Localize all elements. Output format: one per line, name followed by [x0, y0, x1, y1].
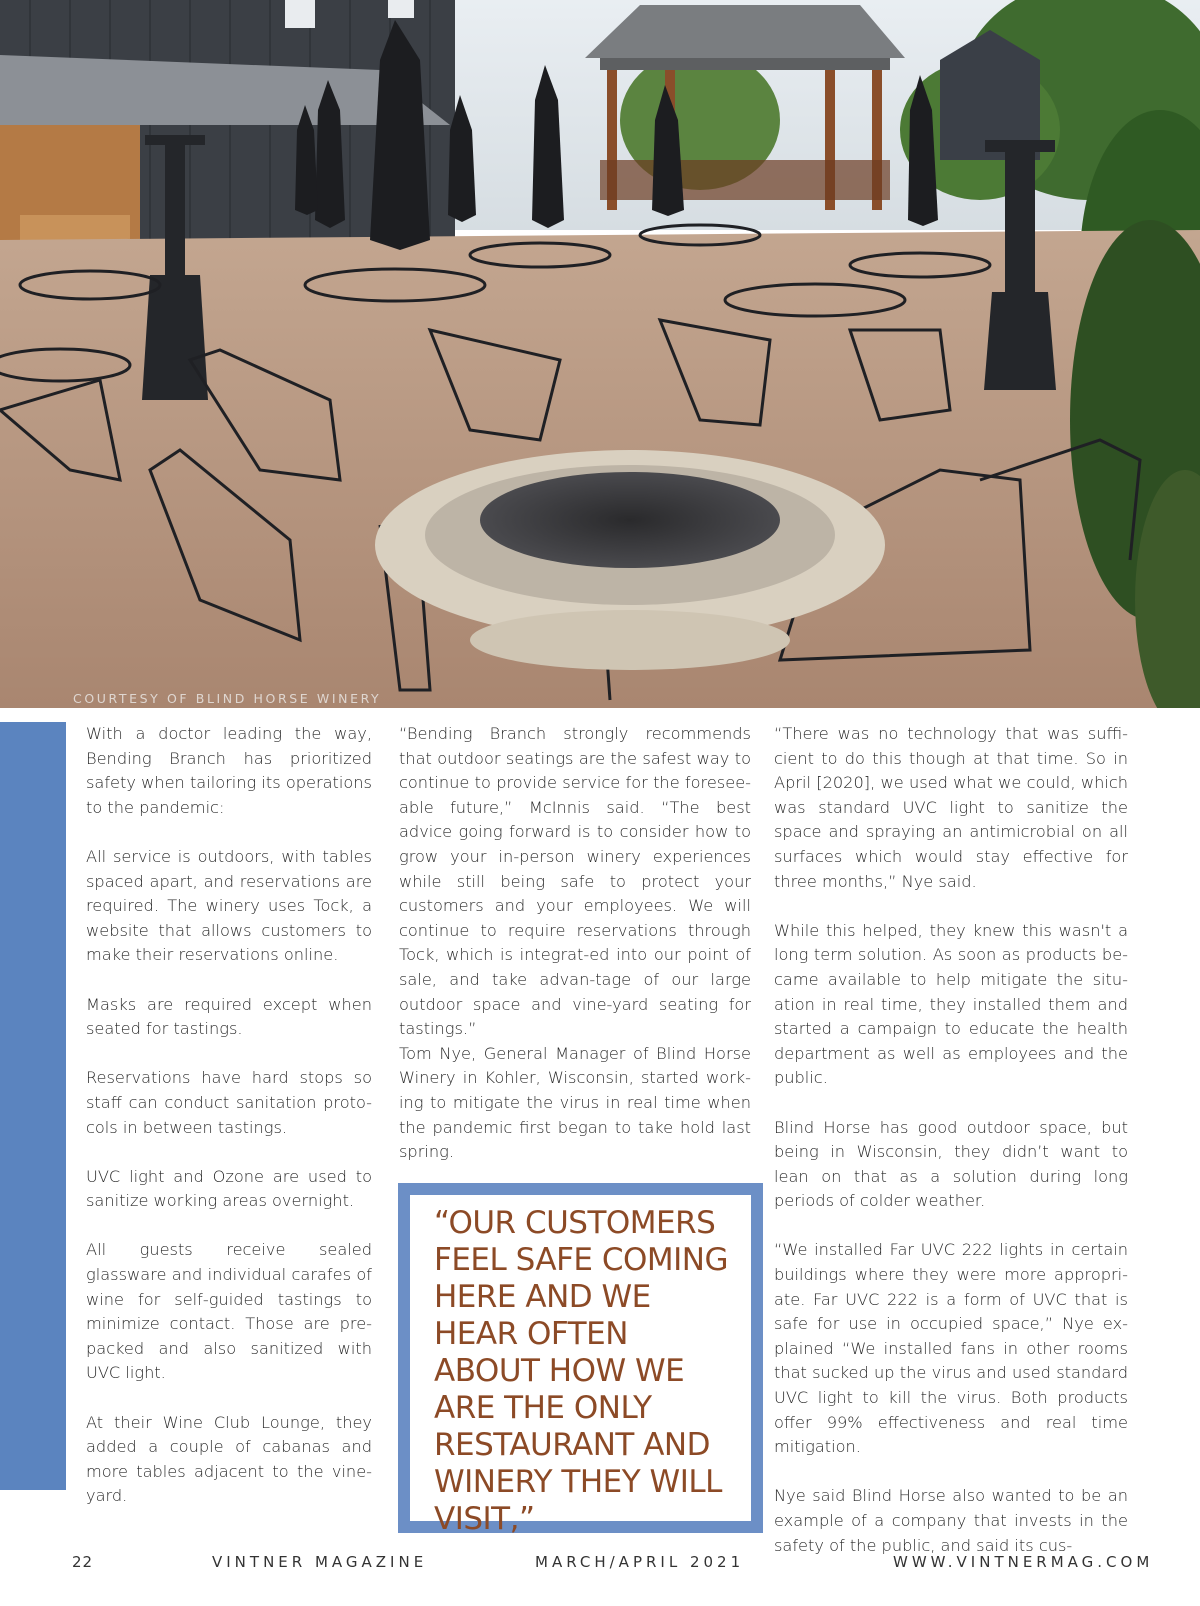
patio-photo-illustration — [0, 0, 1200, 708]
pull-quote-box — [398, 1183, 763, 1537]
photo-credit: COURTESY OF BLIND HORSE WINERY — [73, 691, 382, 706]
paragraph: Blind Horse has good outdoor space, but being in Wisconsin, they didn’t want to lean on that as a solution during long periods of colder weather. — [774, 1117, 1128, 1211]
paragraph: UVC light and Ozone are used to sanitize working areas overnight. — [86, 1166, 372, 1211]
magazine-name: VINTNER MAGAZINE — [212, 1553, 428, 1571]
paragraph: At their Wine Club Lounge, they added a couple of cabanas and more tables adjacent to the vine-yard. — [86, 1412, 372, 1506]
paragraph: Reservations have hard stops so staff can conduct sanitation proto-cols in between tastings. — [86, 1068, 372, 1137]
paragraph: Masks are required except when seated for tastings. — [86, 994, 372, 1039]
paragraph: Nye said Blind Horse also wanted to be an example of a company that invests in the safety of the public, and said its cus- — [774, 1486, 1128, 1555]
paragraph: While this helped, they knew this wasn't a long term solution. As soon as products be-came available to help mitigate the situ-ation in real time, they installed them and started a campaign to educate the health department as well as employees and the public. — [774, 920, 1128, 1088]
accent-side-bar — [0, 722, 66, 1490]
hero-photo — [0, 0, 1200, 708]
magazine-url[interactable]: WWW.VINTNERMAG.COM — [893, 1553, 1154, 1571]
paragraph: All service is outdoors, with tables spaced apart, and reservations are required. The winery uses Tock, a website that allows customers to make their reservations online. — [86, 846, 372, 965]
paragraph: With a doctor leading the way, Bending Branch has prioritized safety when tailoring its operations to the pandemic: — [86, 724, 372, 817]
article-column-2 — [399, 722, 751, 1189]
paragraph: All guests receive sealed glassware and individual carafes of wine for self-guided tastings to minimize contact. Those are pre-packed and also sanitized with UVC light. — [86, 1240, 372, 1383]
page-number: 22 — [72, 1553, 94, 1571]
paragraph: “Bending Branch strongly recommends that outdoor seatings are the safest way to continue to provide service for the foresee-able future,” McInnis said. “The best advice going forward is to consider how to grow your in-person winery experiences while still being safe to protect your customers and your employees. We will continue to require reservations through Tock, which is integrat-ed into our point of sale, and take advan-tage of our large outdoor space and vine-yard seating for tastings.” — [399, 724, 751, 1039]
paragraph: Tom Nye, General Manager of Blind Horse Winery in Kohler, Wisconsin, started work-ing to mitigate the virus in real time when the pandemic first began to take hold last spring. — [399, 1043, 751, 1162]
paragraph: “We installed Far UVC 222 lights in certain buildings where they were more appropri-ate. Far UVC 222 is a form of UVC that is safe for use in occupied space,” Nye ex-plained “We installed fans in other rooms that sucked up the virus and used standard UVC light to kill the virus. Both products offer 99% effectiveness and real time mitigation. — [774, 1240, 1128, 1457]
paragraph: “There was no technology that was suffi-cient to do this though at that time. So in April [2020], we used what we could, which was standard UVC light to sanitize the space and spraying an antimicrobial on all surfaces which would stay effective for three months,” Nye said. — [774, 724, 1128, 891]
article-column-3 — [774, 722, 1128, 1583]
page-footer — [0, 1553, 1200, 1583]
issue-date: MARCH/APRIL 2021 — [535, 1553, 745, 1571]
article-column-1 — [86, 722, 372, 1534]
pull-quote: “OUR CUSTOMERS FEEL SAFE COMING HERE AND WE HEAR OFTEN ABOUT HOW WE ARE THE ONLY RESTAURANT AND WINERY THEY WILL VISIT,” — [434, 1205, 729, 1537]
